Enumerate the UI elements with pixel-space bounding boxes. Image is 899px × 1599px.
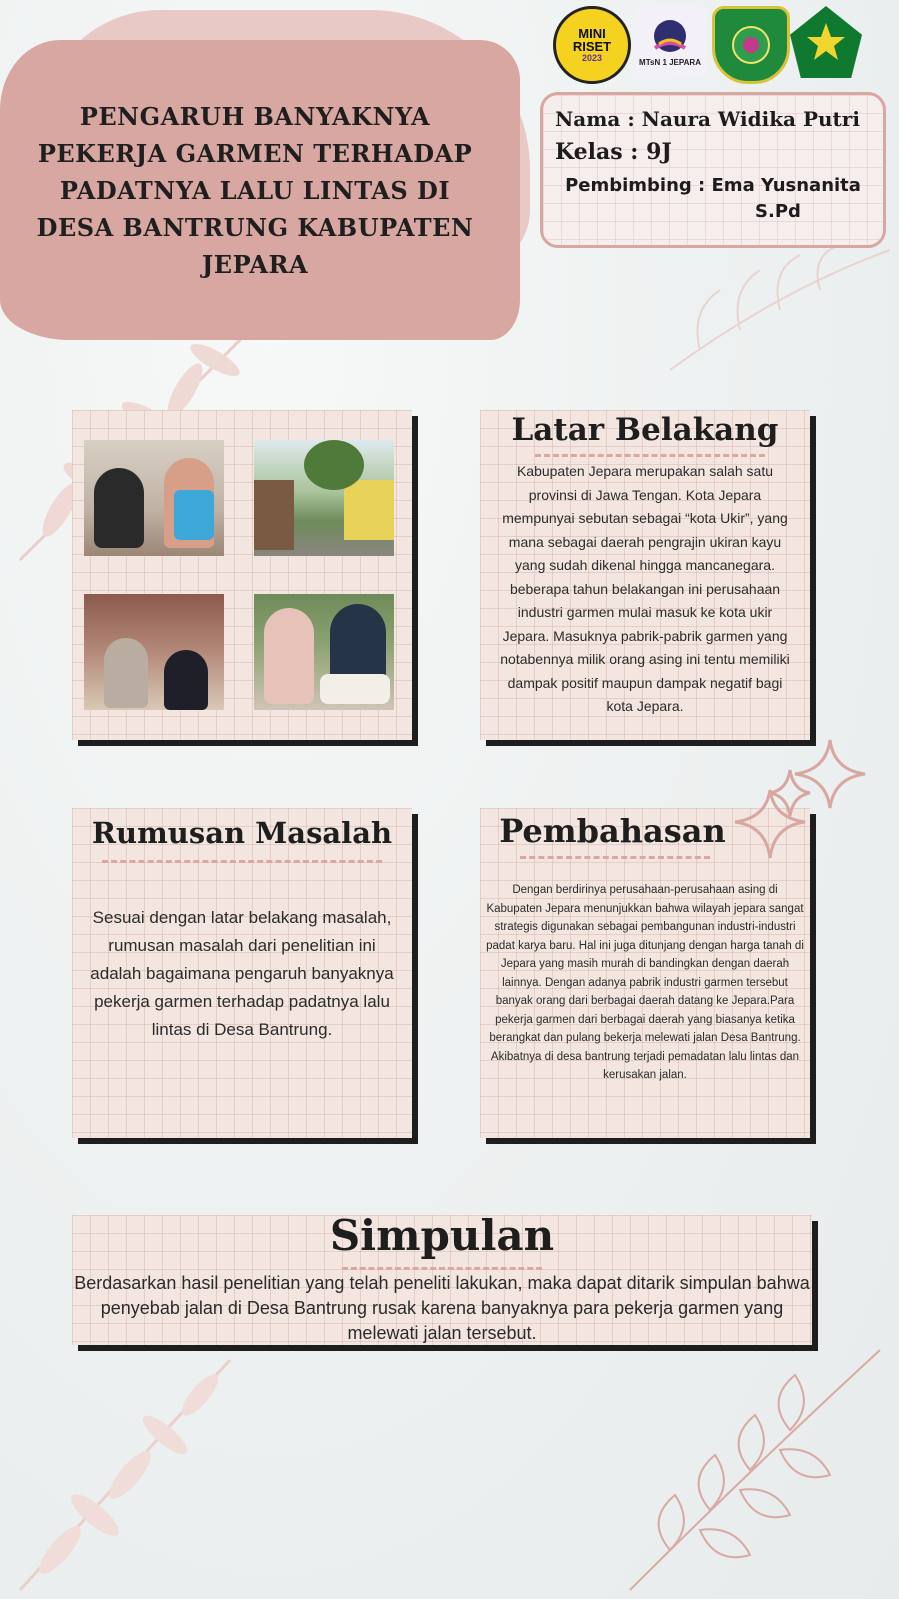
mtsn-label: MTsN 1 JEPARA — [639, 57, 701, 67]
simpulan-heading: Simpulan — [329, 1211, 555, 1260]
heading-divider — [520, 856, 710, 859]
rumusan-masalah-heading: Rumusan Masalah — [91, 816, 393, 850]
photo-interview-3 — [254, 594, 394, 710]
heading-divider — [535, 454, 765, 457]
seal-icon — [728, 22, 774, 68]
author-info-box — [540, 92, 886, 248]
leaf-decoration-bottom-right — [610, 1330, 899, 1599]
photo-interview-1 — [84, 440, 224, 556]
rumusan-masalah-text: Sesuai dengan latar belakang masalah, rumusan masalah dari penelitian ini adalah bagaimana pengaruh banyaknya pekerja garmen terhadap padatnya lalu lintas di Desa Bantrung. — [90, 908, 394, 1039]
simpulan-text: Berdasarkan hasil penelitian yang telah peneliti lakukan, maka dapat ditarik simpulan bahwa penyebab jalan di Desa Bantrung rusak karena banyaknya para pekerja garmen yang melewati jalan tersebut. — [74, 1273, 810, 1343]
leaf-decoration-bottom-left — [0, 1330, 260, 1599]
rumusan-masalah-card — [72, 808, 412, 1138]
latar-belakang-card — [480, 410, 810, 740]
leaf-decoration-top-right — [660, 230, 899, 380]
mini-riset-text-2: RISET — [572, 39, 612, 54]
photo-collage-card — [72, 410, 412, 740]
supervisor-name: Pembimbing : Ema Yusnanita — [565, 175, 861, 196]
gerakan-literasi-logo — [712, 6, 790, 84]
poster-title: PENGARUH BANYAKNYA PEKERJA GARMEN TERHADAP PADATNYA LALU LINTAS DI DESA BANTRUNG KABUPATEN JEPARA — [36, 102, 474, 279]
student-class: Kelas : 9J — [555, 139, 672, 165]
heading-divider — [102, 860, 382, 863]
pembahasan-heading: Pembahasan — [499, 812, 726, 850]
mini-riset-logo — [553, 6, 631, 84]
heading-divider — [342, 1267, 542, 1270]
star-emblem-icon — [804, 20, 848, 64]
photo-street — [254, 440, 394, 556]
latar-belakang-text: Kabupaten Jepara merupakan salah satu provinsi di Jawa Tengan. Kota Jepara mempunyai sebutan sebagai “kota Ukir”, yang mana sebagai daerah pengrajin ukiran kayu yang sudah dikenal hingga mancanegara. beberapa tahun belakangan ini perusahaan industri garmen mulai masuk ke kota ukir Jepara. Masuknya pabrik-pabrik garmen yang notabennya milik orang asing ini tentu memiliki dampak positif maupun dampak negatif bagi kota Jepara. — [500, 463, 790, 714]
student-name: Nama : Naura Widika Putri — [555, 107, 860, 131]
mini-riset-text-1: MINI — [578, 26, 606, 41]
photo-interview-2 — [84, 594, 224, 710]
kemenag-logo — [790, 6, 862, 78]
book-icon — [645, 18, 695, 58]
sparkle-decoration — [730, 730, 899, 870]
simpulan-card — [72, 1211, 812, 1345]
pembahasan-text: Dengan berdirinya perusahaan-perusahaan asing di Kabupaten Jepara menunjukkan bahwa wilayah jepara sangat strategis digunakan sebagai pembangunan industri-industri padat karya baru. Hal ini juga ditunjang dengan harga tanah di Jepara yang masih murah di bandingkan dengan daerah lainnya. Dengan adanya pabrik industri garmen tersebut banyak orang dari berbagai daerah datang ke Jepara.Para pekerja garmen dari berbagai daerah yang biasanya ketika berangkat dan pulang bekerja melewati jalan Desa Bantrung. Akibatnya di desa bantrung terjadi pemadatan lalu lintas dan kerusakan jalan. — [486, 884, 804, 1081]
mini-riset-year: 2023 — [581, 53, 603, 63]
supervisor-title: S.Pd — [755, 201, 801, 222]
latar-belakang-heading: Latar Belakang — [511, 412, 779, 448]
mtsn-literacy-logo — [634, 6, 706, 78]
